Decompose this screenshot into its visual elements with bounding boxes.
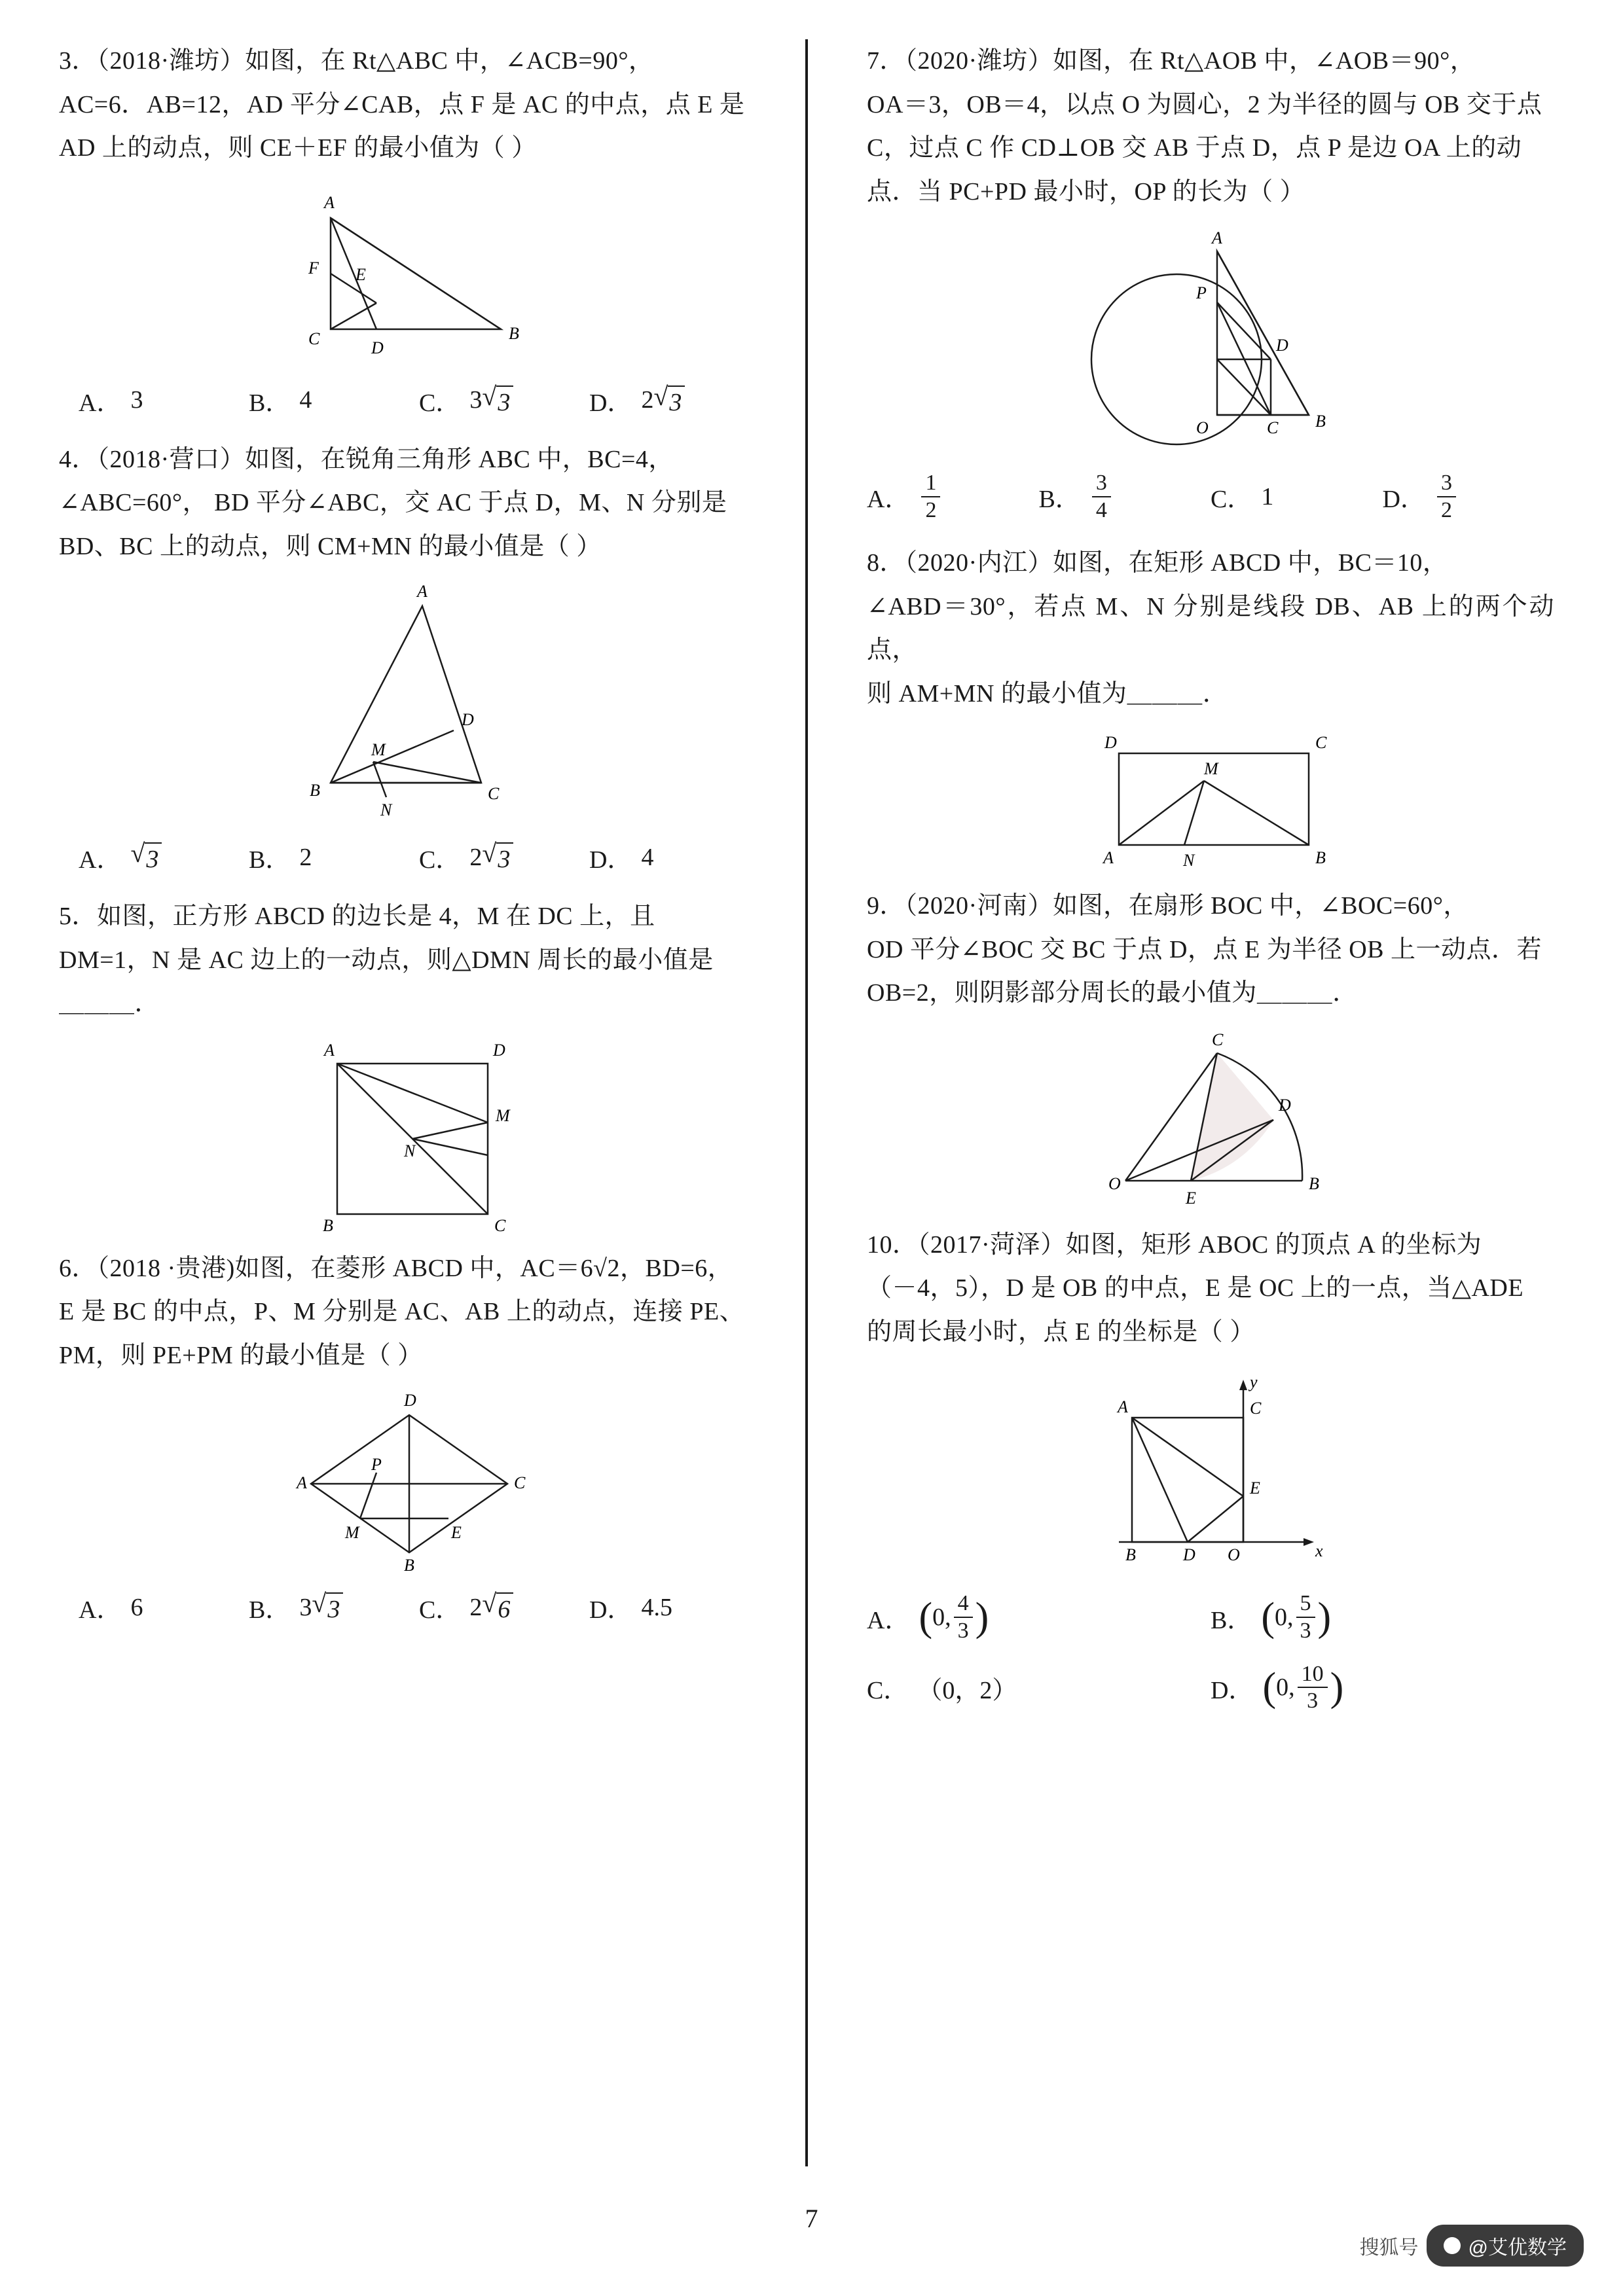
question-7-choices bbox=[867, 471, 1554, 522]
choice-3-c[interactable]: C． 3 √ 3 bbox=[419, 382, 589, 418]
avatar-icon bbox=[1444, 2237, 1461, 2254]
choice-3-a[interactable]: A． 3 bbox=[79, 386, 143, 417]
question-6-line-2: E 是 BC 的中点，P、M 分别是 AC、AB 上的动点，连接 PE、 bbox=[59, 1298, 745, 1325]
svg-text:O: O bbox=[1108, 1174, 1121, 1193]
question-7-line-4: 点．当 PC+PD 最小时，OP 的长为（ ） bbox=[867, 177, 1305, 206]
question-6-choices bbox=[59, 1589, 759, 1625]
choice-6-c[interactable]: C． 2 √ 6 bbox=[419, 1589, 589, 1625]
question-4-choices bbox=[59, 839, 759, 875]
question-3-line-3: AD 上的动点，则 CE＋EF 的最小值为（ ） bbox=[59, 134, 537, 162]
page-number: 7 bbox=[805, 2204, 818, 2233]
svg-text:O: O bbox=[1228, 1545, 1240, 1565]
svg-text:M: M bbox=[371, 740, 386, 759]
svg-text:D: D bbox=[1104, 733, 1117, 753]
choice-10-b[interactable]: B． ( 0 , $\frac{5}{3}$ ) bbox=[1211, 1591, 1332, 1643]
svg-text:A: A bbox=[1118, 1397, 1128, 1417]
svg-text:M: M bbox=[496, 1105, 510, 1125]
question-10-line-1: 10．（2017·菏泽）如图，矩形 ABOC 的顶点 A 的坐标为 bbox=[867, 1230, 1482, 1259]
svg-text:E: E bbox=[356, 264, 366, 284]
question-6-line-3: PM，则 PE+PM 的最小值是（ ） bbox=[59, 1341, 423, 1369]
svg-text:D: D bbox=[462, 710, 474, 729]
question-8-line-2: ∠ABD＝30°，若点 M、N 分别是线段 DB、AB 上的两个动点， bbox=[867, 592, 1554, 664]
svg-text:P: P bbox=[1196, 283, 1207, 302]
question-8-figure bbox=[867, 727, 1554, 878]
svg-text:A: A bbox=[324, 1040, 335, 1060]
choice-6-a[interactable]: A． 6 bbox=[79, 1593, 143, 1624]
svg-text:M: M bbox=[1204, 759, 1218, 779]
question-10-line-2: （－4，5），D 是 OB 的中点，E 是 OC 上的一点，当△ADE bbox=[867, 1274, 1524, 1302]
svg-text:C: C bbox=[514, 1473, 526, 1492]
svg-text:A: A bbox=[1103, 848, 1114, 868]
question-4-line-1: 4．（2018·营口）如图，在锐角三角形 ABC 中，BC=4， bbox=[59, 445, 674, 473]
choice-10-d[interactable]: D． ( 0 , $\frac{10}{3}$ ) bbox=[1211, 1661, 1344, 1713]
svg-text:B: B bbox=[1309, 1174, 1319, 1193]
column-divider bbox=[805, 39, 808, 2166]
svg-text:P: P bbox=[371, 1455, 382, 1474]
svg-text:B: B bbox=[323, 1215, 333, 1235]
question-3-figure bbox=[59, 182, 759, 372]
question-5-figure bbox=[59, 1037, 759, 1240]
choice-7-c[interactable]: C． 1 bbox=[1211, 482, 1274, 514]
question-7 bbox=[867, 39, 1554, 522]
svg-text:D: D bbox=[371, 338, 384, 357]
question-9-line-1: 9．（2020·河南）如图，在扇形 BOC 中，∠BOC=60°， bbox=[867, 892, 1468, 920]
question-3-choices bbox=[59, 382, 759, 418]
svg-text:D: D bbox=[493, 1040, 505, 1060]
choice-3-d[interactable]: D． 2 √ 3 bbox=[589, 382, 759, 418]
svg-text:E: E bbox=[451, 1523, 462, 1542]
svg-text:B: B bbox=[1315, 848, 1326, 868]
question-6-figure bbox=[59, 1389, 759, 1579]
question-9 bbox=[867, 884, 1554, 1217]
watermark-account-name: @艾优数学 bbox=[1468, 2237, 1567, 2259]
watermark-source-label: 搜狐号 bbox=[1359, 2237, 1419, 2259]
choice-4-c[interactable]: C． 2 √ 3 bbox=[419, 839, 589, 875]
svg-text:E: E bbox=[1250, 1479, 1260, 1498]
question-5 bbox=[59, 895, 759, 1240]
svg-text:A: A bbox=[297, 1473, 307, 1492]
left-column bbox=[59, 39, 786, 2160]
choice-7-a[interactable]: A． $\frac{1}{2}$ bbox=[867, 471, 1039, 522]
question-3-line-2: AC=6．AB=12，AD 平分∠CAB，点 F 是 AC 的中点，点 E 是 bbox=[59, 90, 745, 118]
question-4 bbox=[59, 438, 759, 876]
svg-text:C: C bbox=[1212, 1030, 1224, 1049]
svg-text:C: C bbox=[1315, 733, 1327, 753]
svg-text:D: D bbox=[404, 1391, 416, 1410]
question-3 bbox=[59, 39, 759, 418]
svg-text:B: B bbox=[1315, 412, 1326, 431]
svg-text:B: B bbox=[404, 1556, 414, 1575]
svg-text:B: B bbox=[310, 781, 320, 800]
svg-text:E: E bbox=[1186, 1188, 1196, 1208]
svg-text:A: A bbox=[1212, 228, 1222, 247]
svg-text:N: N bbox=[404, 1141, 416, 1160]
svg-text:C: C bbox=[488, 784, 500, 803]
two-column-layout bbox=[59, 39, 1564, 2160]
choice-7-d[interactable]: D． $\frac{3}{2}$ bbox=[1383, 471, 1555, 522]
svg-text:C: C bbox=[1267, 418, 1279, 437]
svg-text:D: D bbox=[1183, 1545, 1195, 1565]
svg-text:N: N bbox=[1183, 851, 1195, 870]
svg-text:C: C bbox=[308, 329, 320, 348]
question-6 bbox=[59, 1247, 759, 1626]
question-7-line-3: C，过点 C 作 CD⊥OB 交 AB 于点 D，点 P 是边 OA 上的动 bbox=[867, 134, 1522, 162]
question-5-line-1: 5．如图，正方形 ABCD 的边长是 4，M 在 DC 上，且 bbox=[59, 903, 655, 930]
choice-10-a[interactable]: A． ( 0 , $\frac{4}{3}$ ) bbox=[867, 1591, 989, 1643]
question-7-line-2: OA＝3，OB＝4，以点 O 为圆心，2 为半径的圆与 OB 交于点 bbox=[867, 90, 1542, 118]
choice-4-b[interactable]: B． 2 bbox=[249, 843, 312, 874]
svg-text:D: D bbox=[1276, 336, 1288, 355]
choice-4-d[interactable]: D． 4 bbox=[589, 843, 654, 874]
watermark bbox=[1360, 2225, 1584, 2267]
svg-text:y: y bbox=[1250, 1372, 1258, 1392]
question-10 bbox=[867, 1223, 1554, 1713]
choice-4-a[interactable]: A． √ 3 bbox=[79, 839, 249, 875]
choice-10-c[interactable]: C． （0，2） bbox=[867, 1676, 1017, 1704]
watermark-account-badge bbox=[1427, 2225, 1584, 2267]
svg-text:A: A bbox=[324, 192, 335, 212]
question-10-choices-row-2 bbox=[867, 1662, 1554, 1713]
svg-text:x: x bbox=[1315, 1541, 1323, 1561]
svg-text:B: B bbox=[509, 323, 519, 343]
choice-6-d[interactable]: D． 4.5 bbox=[589, 1593, 672, 1624]
question-3-line-1: 3．（2018·潍坊）如图，在 Rt△ABC 中，∠ACB=90°， bbox=[59, 47, 654, 75]
question-7-line-1: 7．（2020·潍坊）如图，在 Rt△AOB 中，∠AOB＝90°， bbox=[867, 47, 1476, 75]
svg-text:B: B bbox=[1125, 1545, 1136, 1565]
svg-text:N: N bbox=[380, 800, 392, 819]
svg-text:C: C bbox=[494, 1215, 506, 1235]
question-4-figure bbox=[59, 580, 759, 829]
question-9-figure bbox=[867, 1027, 1554, 1217]
question-9-line-2: OD 平分∠BOC 交 BC 于点 D，点 E 为半径 OB 上一动点．若 bbox=[867, 935, 1542, 963]
question-10-choices-row-1 bbox=[867, 1592, 1554, 1642]
svg-text:D: D bbox=[1279, 1095, 1291, 1115]
question-4-line-2: ∠ABC=60°， BD 平分∠ABC，交 AC 于点 D，M、N 分别是 bbox=[59, 489, 727, 516]
svg-text:C: C bbox=[1250, 1399, 1262, 1418]
question-7-figure bbox=[867, 225, 1554, 461]
question-10-line-3: 的周长最小时，点 E 的坐标是（ ） bbox=[867, 1318, 1255, 1346]
right-column bbox=[828, 39, 1554, 2160]
question-10-figure bbox=[867, 1365, 1554, 1581]
choice-6-b[interactable]: B． 3 √ 3 bbox=[249, 1589, 419, 1625]
question-4-line-3: BD、BC 上的动点，则 CM+MN 的最小值是（ ） bbox=[59, 532, 602, 560]
svg-text:F: F bbox=[308, 258, 319, 278]
question-8-line-3: 则 AM+MN 的最小值为＿＿＿． bbox=[867, 679, 1228, 708]
svg-text:O: O bbox=[1196, 418, 1209, 437]
question-5-line-2: DM=1，N 是 AC 边上的一动点，则△DMN 周长的最小值是 bbox=[59, 946, 714, 974]
question-9-line-3: OB=2，则阴影部分周长的最小值为＿＿＿． bbox=[867, 979, 1358, 1007]
choice-7-b[interactable]: B． $\frac{3}{4}$ bbox=[1039, 471, 1211, 522]
svg-text:A: A bbox=[417, 582, 428, 601]
question-8-line-1: 8．（2020·内江）如图，在矩形 ABCD 中，BC＝10， bbox=[867, 549, 1448, 577]
question-8 bbox=[867, 541, 1554, 878]
choice-3-b[interactable]: B． 4 bbox=[249, 386, 312, 417]
svg-text:M: M bbox=[345, 1523, 359, 1542]
question-5-line-3: ＿＿＿． bbox=[59, 990, 160, 1017]
question-6-line-1: 6．（2018 ·贵港)如图，在菱形 ABCD 中，AC＝6√2，BD=6， bbox=[59, 1254, 733, 1282]
